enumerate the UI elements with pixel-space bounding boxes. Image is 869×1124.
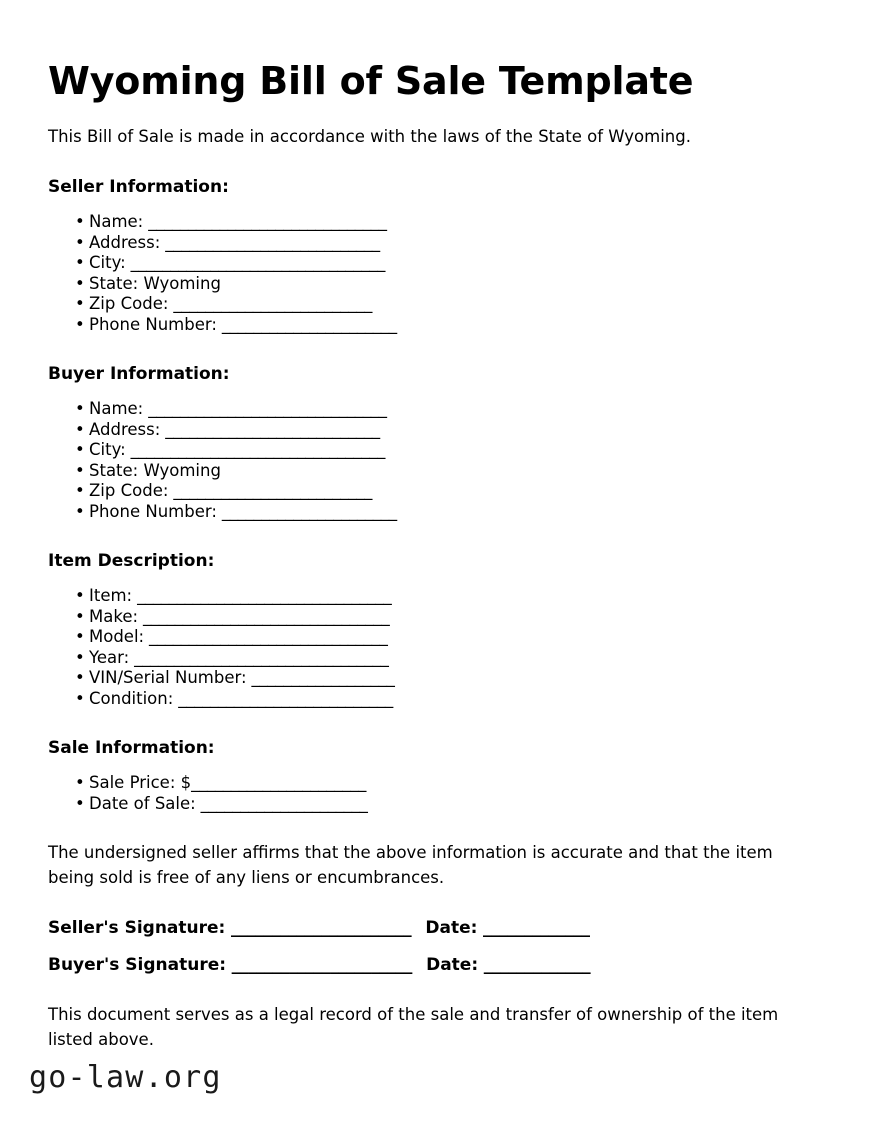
seller-signature-row [48,917,821,939]
affirmation-paragraph: The undersigned seller affirms that the above information is accurate and that the item being sold is free of any liens or encumbrances. [48,843,773,887]
field-label: Zip Code: [89,294,169,313]
field-fill-line[interactable]: ___________________________ [160,232,380,252]
list-item [48,627,821,648]
field-label: Condition: [89,688,174,708]
field-fill-line[interactable]: _________________________ [168,481,373,500]
list-item [48,586,821,607]
page-title: Wyoming Bill of Sale Template [48,59,694,103]
list-item [48,212,821,233]
field-fill-line[interactable]: ______________________ [216,501,397,521]
field-label: VIN/Serial Number: [89,668,247,687]
field-value: Wyoming [138,273,221,293]
list-item [48,773,821,794]
signature-block [48,890,821,976]
list-item [48,689,821,710]
buyer-signature-row [48,939,821,976]
buyer-signature-label: Buyer's Signature: [48,955,227,975]
field-fill-line[interactable]: ___________________________ [160,419,380,439]
seller-signature-label: Seller's Signature: [48,918,226,938]
seller-signature-line[interactable]: ______________________ [225,918,412,938]
field-label: Year: [89,647,130,667]
field-fill-line[interactable]: ______________________ [216,314,397,334]
seller-information-heading: Seller Information: [48,177,229,197]
field-fill-line[interactable]: ________________________________ [129,647,389,667]
site-watermark: go-law.org [29,1060,222,1095]
field-label: Zip Code: [89,481,169,500]
list-item [48,668,821,689]
field-label: Address: [89,419,161,439]
list-item [48,233,821,254]
list-item [48,502,821,523]
field-label: Model: [89,627,145,646]
field-fill-line[interactable]: ___________________________ [173,688,393,708]
list-item [48,794,821,815]
field-label: Make: [89,606,139,626]
field-fill-line[interactable]: __________________ [246,668,395,687]
field-label: State: [89,273,139,293]
field-fill-line[interactable]: _________________________ [168,294,373,313]
buyer-information-heading: Buyer Information: [48,364,230,384]
field-fill-line[interactable]: ________________________________ [132,586,392,605]
buyer-signature-line[interactable]: ______________________ [226,955,413,975]
seller-field-list [48,198,821,335]
field-label: State: [89,460,139,480]
field-label: Name: [89,212,144,231]
field-label: Date of Sale: [89,793,196,813]
field-fill-line[interactable]: _______________________________ [138,606,390,626]
list-item [48,315,821,336]
list-item [48,420,821,441]
field-label: Name: [89,399,144,418]
field-fill-line[interactable]: ______________________________ [144,627,388,646]
list-item [48,399,821,420]
seller-date-label: Date: [425,918,478,938]
buyer-date-label: Date: [426,955,479,975]
field-label: City: [89,440,126,459]
field-fill-line[interactable]: ________________________________ [125,440,386,459]
field-label: Address: [89,232,161,252]
intro-paragraph: This Bill of Sale is made in accordance with the laws of the State of Wyoming. [48,127,691,146]
field-fill-line[interactable]: ______________________________ [143,212,387,231]
sale-field-list [48,759,821,814]
field-fill-line[interactable]: _____________________ [195,793,368,813]
list-item [48,294,821,315]
item-field-list [48,572,821,709]
list-item [48,274,821,295]
field-label: City: [89,253,126,272]
list-item [48,440,821,461]
buyer-date-line[interactable]: _____________ [478,955,591,975]
field-label: Sale Price: $ [89,773,192,792]
field-fill-line[interactable]: ________________________________ [125,253,386,272]
field-label: Phone Number: [89,314,217,334]
list-item [48,607,821,628]
buyer-field-list [48,385,821,522]
list-item [48,461,821,482]
sale-information-heading: Sale Information: [48,738,215,758]
list-item [48,648,821,669]
item-description-heading: Item Description: [48,551,215,571]
seller-date-line[interactable]: _____________ [477,918,590,938]
field-label: Phone Number: [89,501,217,521]
list-item [48,253,821,274]
field-value: Wyoming [138,460,221,480]
list-item [48,481,821,502]
field-label: Item: [89,586,133,605]
field-fill-line[interactable]: ______________________ [191,773,367,792]
record-paragraph: This document serves as a legal record of the sale and transfer of ownership of the item listed above. [48,1005,779,1049]
field-fill-line[interactable]: ______________________________ [143,399,387,418]
